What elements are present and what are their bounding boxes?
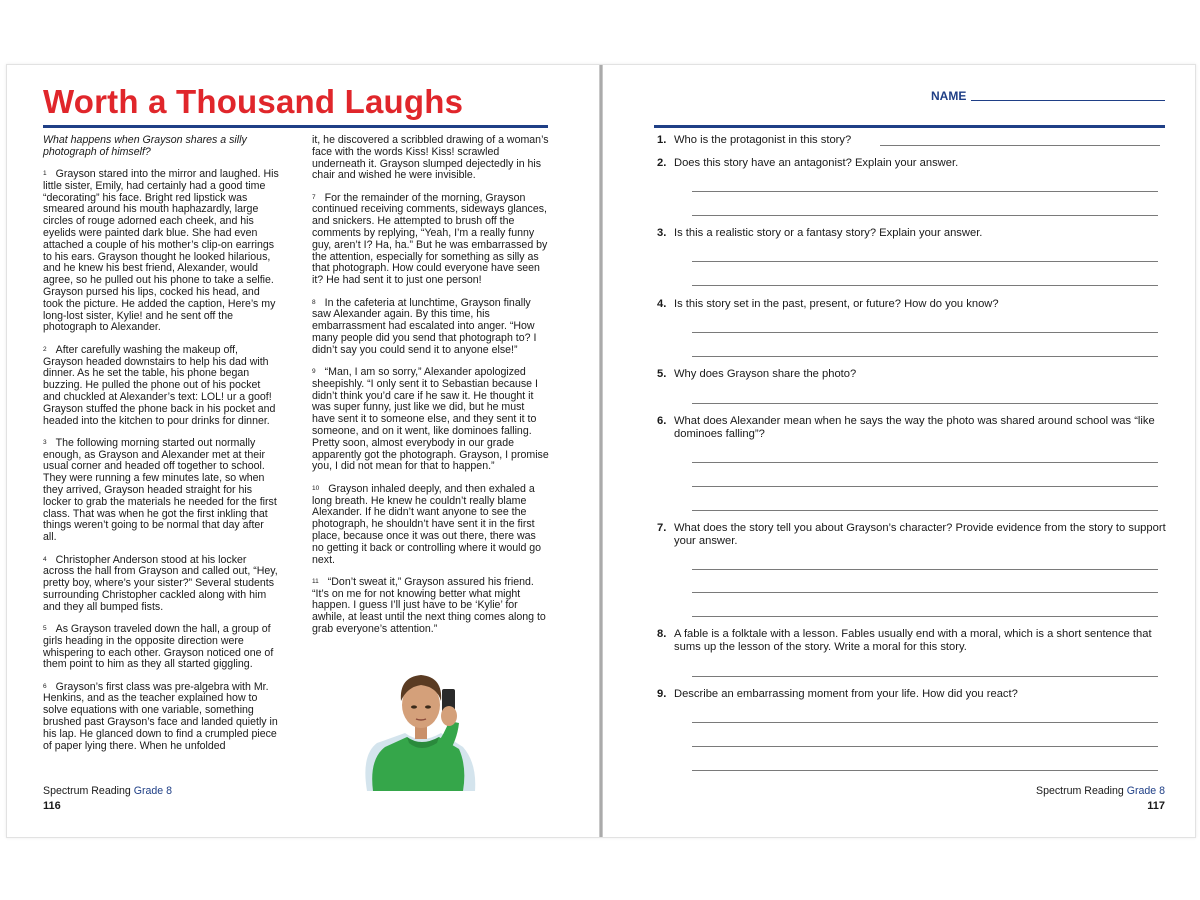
left-page [7, 65, 600, 837]
paragraph-text: Christopher Anderson stood at his locker across the hall from Grayson and called out, “Hey, pretty boy, where’s your sister?” Several students surrounding Christopher cackled along with him and they all bumped fists. [43, 553, 278, 613]
paragraph-text: Grayson stared into the mirror and laughed. His little sister, Emily, had certainly had a good time “decorating” his face. Bright red lipstick was smeared around his mouth haphazardly, large circles of rouge adorned each cheek, and his eyelids were painted dark blue. She had even attached a couple of his mother’s clip-on earrings to his ears. Grayson thought he looked hilarious, and he knew his best friend, Alexander, would agree, so he pulled out his phone to take a selfie. Grayson pursed his lips, cocked his head, and took the picture. He added the caption, Here’s my long-lost sister, Kylie! and he sent off the photograph to Alexander. [43, 168, 279, 334]
paragraph-9 [312, 367, 549, 473]
answer-line[interactable] [692, 592, 1158, 593]
story-column-1 [43, 135, 279, 763]
answer-line[interactable] [692, 770, 1158, 771]
question-text: Is this a realistic story or a fantasy story? Explain your answer. [674, 227, 983, 239]
answer-line[interactable] [692, 285, 1158, 286]
paragraph-number: 9 [312, 368, 316, 376]
answer-line[interactable] [692, 215, 1158, 216]
header-rule [654, 125, 1165, 128]
answer-line[interactable] [692, 746, 1158, 747]
paragraph-number: 11 [312, 577, 319, 585]
answer-line[interactable] [692, 356, 1158, 357]
question-4 [657, 298, 1170, 311]
boy-taking-selfie-illustration [359, 663, 479, 793]
question-9 [657, 688, 1170, 701]
question-text: A fable is a folktale with a lesson. Fables usually end with a moral, which is a short sentence that sums up the lesson of the story. Write a moral for this story. [674, 628, 1152, 653]
story-intro-question: What happens when Grayson shares a silly photograph of himself? [43, 134, 247, 158]
story-column-2 [312, 135, 549, 646]
paragraph-2 [43, 345, 279, 428]
footer-series: Spectrum Reading [43, 785, 131, 797]
question-5 [657, 368, 1170, 381]
question-number: 5. [657, 368, 667, 380]
paragraph-number: 3 [43, 438, 47, 446]
paragraph-number: 8 [312, 298, 316, 306]
question-number: 2. [657, 157, 667, 169]
question-text: Is this story set in the past, present, or future? How do you know? [674, 298, 999, 310]
answer-line[interactable] [692, 403, 1158, 404]
paragraph-10 [312, 484, 549, 567]
paragraph-text: As Grayson traveled down the hall, a group of girls heading in the opposite direction were whispering to each other. Grayson noticed one of them point to him as they all started giggling. [43, 622, 274, 671]
answer-line[interactable] [692, 616, 1158, 617]
page-number: 116 [43, 800, 61, 812]
paragraph-number: 1 [43, 170, 47, 178]
paragraph-number: 4 [43, 555, 47, 563]
paragraph-text: “Man, I am so sorry,” Alexander apologized sheepishly. “I only sent it to Sebastian because I didn’t think you’d care if he saw it. He thought it was super funny, just like we did, but he must have sent it to someone else, and they sent it to someone, and on it went, like dominoes falling. Pretty soon, almost everybody in our grade apparently got the photograph. Grayson, I promise you, I did not mean for that to happen.” [312, 366, 549, 473]
paragraph-number: 2 [43, 345, 47, 353]
question-text: Does this story have an antagonist? Explain your answer. [674, 157, 959, 169]
book-spread [6, 64, 1196, 838]
answer-line[interactable] [692, 722, 1158, 723]
question-7 [657, 522, 1170, 548]
question-number: 4. [657, 298, 667, 310]
name-label: NAME [931, 89, 967, 103]
paragraph-text: “Don’t sweat it,” Grayson assured his friend. “It’s on me for not knowing better what might happen. I guess I’ll just have to be ‘Kylie’ for awhile, at least until the next thing comes along to grab everyone’s attention.” [312, 575, 546, 635]
paragraph-6 [43, 682, 279, 753]
paragraph-6-continuation: it, he discovered a scribbled drawing of a woman’s face with the words Kiss! Kiss! scrawled underneath it. Grayson slumped dejectedly in his chair and wished he were invisible. [312, 134, 549, 182]
paragraph-1 [43, 169, 279, 334]
page-number: 117 [1147, 800, 1165, 812]
answer-line[interactable] [880, 145, 1160, 146]
question-text: Describe an embarrassing moment from your life. How did you react? [674, 688, 1018, 700]
question-text: Who is the protagonist in this story? [674, 134, 852, 146]
question-6 [657, 415, 1170, 441]
footer-grade: Grade 8 [133, 785, 172, 797]
answer-line[interactable] [692, 191, 1158, 192]
answer-line[interactable] [692, 486, 1158, 487]
paragraph-5 [43, 624, 279, 671]
answer-line[interactable] [692, 261, 1158, 262]
name-line[interactable] [971, 100, 1165, 101]
paragraph-number: 10 [312, 484, 320, 492]
question-3 [657, 227, 1170, 240]
question-2 [657, 157, 1170, 170]
page-footer-right [1036, 785, 1165, 797]
paragraph-text: The following morning started out normally enough, as Grayson and Alexander met at their usual corner and headed off together to school. They were running a few minutes late, so when they arrived, Grayson headed straight for his locker to grab the materials he needed for the first class. That was when he got the first inkling that things weren’t going to be normal that day after all. [43, 436, 277, 544]
question-text: What does the story tell you about Grayson’s character? Provide evidence from the story to support your answer. [674, 522, 1166, 547]
title-rule [43, 125, 548, 128]
paragraph-number: 7 [312, 193, 316, 201]
question-text: Why does Grayson share the photo? [674, 368, 857, 380]
question-8 [657, 628, 1170, 654]
question-number: 1. [657, 134, 667, 146]
footer-series: Spectrum Reading [1036, 785, 1124, 797]
answer-line[interactable] [692, 676, 1158, 677]
right-page [602, 65, 1195, 837]
paragraph-text: After carefully washing the makeup off, Grayson headed downstairs to help his dad with dinner. As he set the table, his phone began buzzing. He pulled the phone out of his pocket and chuckled at Alexander’s text: LOL! ur a goof! Grayson stuffed the phone back in his pocket and headed into the kitchen to pour drinks for dinner. [43, 343, 276, 427]
question-number: 6. [657, 415, 667, 427]
question-number: 3. [657, 227, 667, 239]
question-number: 9. [657, 688, 667, 700]
paragraph-text: In the cafeteria at lunchtime, Grayson finally saw Alexander again. By this time, his embarrassment had escalated into anger. “How many people did you send that photograph to? I didn’t say you could send it to anyone else!” [312, 296, 537, 356]
question-number: 7. [657, 522, 667, 534]
paragraph-number: 6 [43, 682, 47, 690]
paragraph-number: 5 [43, 624, 47, 632]
paragraph-text: For the remainder of the morning, Grayson continued receiving comments, sideways glances, and snickers. He attempted to brush off the comments by replying, “Yeah, I’m a really funny guy, aren’t I? Ha, ha.” But he was embarrassed by the attention, especially for something as silly as that photograph. How could everyone have seen it? He had sent it to just one person! [312, 191, 548, 287]
page-footer-left [43, 785, 172, 797]
answer-line[interactable] [692, 569, 1158, 570]
question-number: 8. [657, 628, 667, 640]
question-text: What does Alexander mean when he says the way the photo was shared around school was “like dominoes falling”? [674, 415, 1155, 440]
answer-line[interactable] [692, 462, 1158, 463]
paragraph-7 [312, 193, 549, 287]
footer-grade: Grade 8 [1126, 785, 1165, 797]
paragraph-4 [43, 555, 279, 614]
paragraph-text: Grayson inhaled deeply, and then exhaled a long breath. He knew he couldn’t really blame Alexander. If he didn’t want anyone to see the photograph, he shouldn’t have sent it in the first place, because once it was out there, there was no getting it back or controlling where it would go next. [312, 482, 542, 566]
paragraph-3 [43, 438, 279, 544]
paragraph-11 [312, 577, 549, 636]
answer-line[interactable] [692, 332, 1158, 333]
paragraph-8 [312, 298, 549, 357]
answer-line[interactable] [692, 510, 1158, 511]
story-title: Worth a Thousand Laughs [43, 83, 464, 120]
paragraph-text: Grayson’s first class was pre-algebra with Mr. Henkins, and as the teacher explained how to solve equations with one variable, something brushed past Grayson’s face and landed quietly in his lap. He glanced down to find a crumpled piece of paper lying there. When he unfolded [43, 680, 278, 752]
